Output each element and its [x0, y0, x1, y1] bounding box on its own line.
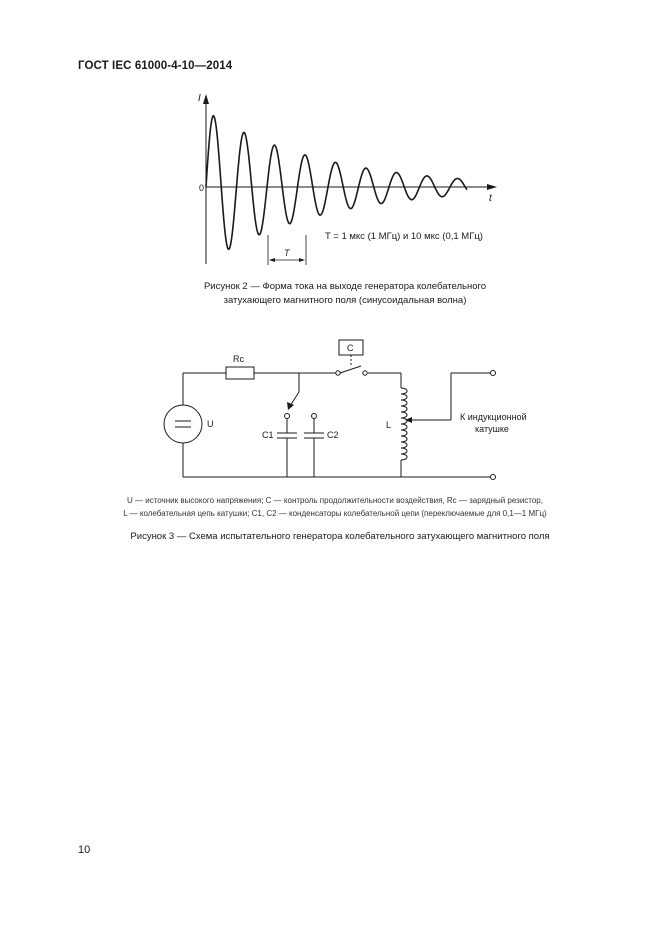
figure-3-legend-line-2: L — колебательная цепь катушки; C1, C2 — конденсаторы колебательной цепи (переключаемые для 0,1—1 МГц)	[123, 509, 547, 518]
y-axis-arrow	[203, 94, 209, 104]
label-c2: C2	[327, 430, 339, 440]
terminal-output-bottom	[491, 475, 496, 480]
selector-contact-c2	[312, 414, 317, 419]
selector-contact-c1	[285, 414, 290, 419]
tap-arrow	[405, 417, 412, 423]
switch-c-blade	[340, 366, 361, 373]
figure-2-caption	[150, 280, 540, 308]
y-axis-label: I	[198, 93, 201, 104]
figure-3-circuit	[0, 330, 661, 490]
label-c: C	[347, 343, 354, 353]
label-coil-line-2: катушке	[475, 424, 509, 434]
label-c1: C1	[262, 430, 274, 440]
page-number: 10	[78, 844, 91, 856]
switch-c-contact-right	[363, 371, 367, 375]
period-arrow-left	[269, 258, 275, 262]
selector-arrow	[287, 402, 294, 410]
figure-2-waveform	[0, 0, 661, 280]
terminal-output-top	[491, 371, 496, 376]
inductor-coil-l	[401, 388, 407, 460]
period-label: T	[284, 248, 290, 258]
document-code: ГОСТ IEC 61000-4-10—2014	[78, 60, 233, 72]
figure-2-caption-line-1: Рисунок 2 — Форма тока на выходе генератора колебательного	[203, 281, 487, 292]
figure-2-caption-line-2: затухающего магнитного поля (синусоидальная волна)	[223, 295, 467, 306]
label-coil-line-1: К индукционной	[460, 412, 527, 422]
switch-c-contact-left	[336, 371, 340, 375]
resistor-rc	[226, 367, 254, 379]
figure-3-legend	[70, 494, 600, 520]
label-rc: Rc	[233, 354, 244, 364]
x-axis-arrow	[487, 184, 497, 190]
figure-3-legend-line-1: U — источник высокого напряжения; C — контроль продолжительности воздействия, Rc — зарядный резистор,	[127, 496, 543, 505]
figure-3-caption: Рисунок 3 — Схема испытательного генератора колебательного затухающего магнитного поля	[130, 531, 550, 542]
origin-label: 0	[199, 183, 205, 193]
label-l: L	[386, 420, 392, 430]
damped-sine-curve	[206, 116, 467, 250]
x-axis-label: t	[489, 193, 492, 204]
period-note: T = 1 мкс (1 МГц) и 10 мкс (0,1 МГц)	[325, 231, 483, 242]
label-u: U	[207, 419, 214, 429]
period-arrow-right	[299, 258, 305, 262]
voltage-source-u	[164, 405, 202, 443]
